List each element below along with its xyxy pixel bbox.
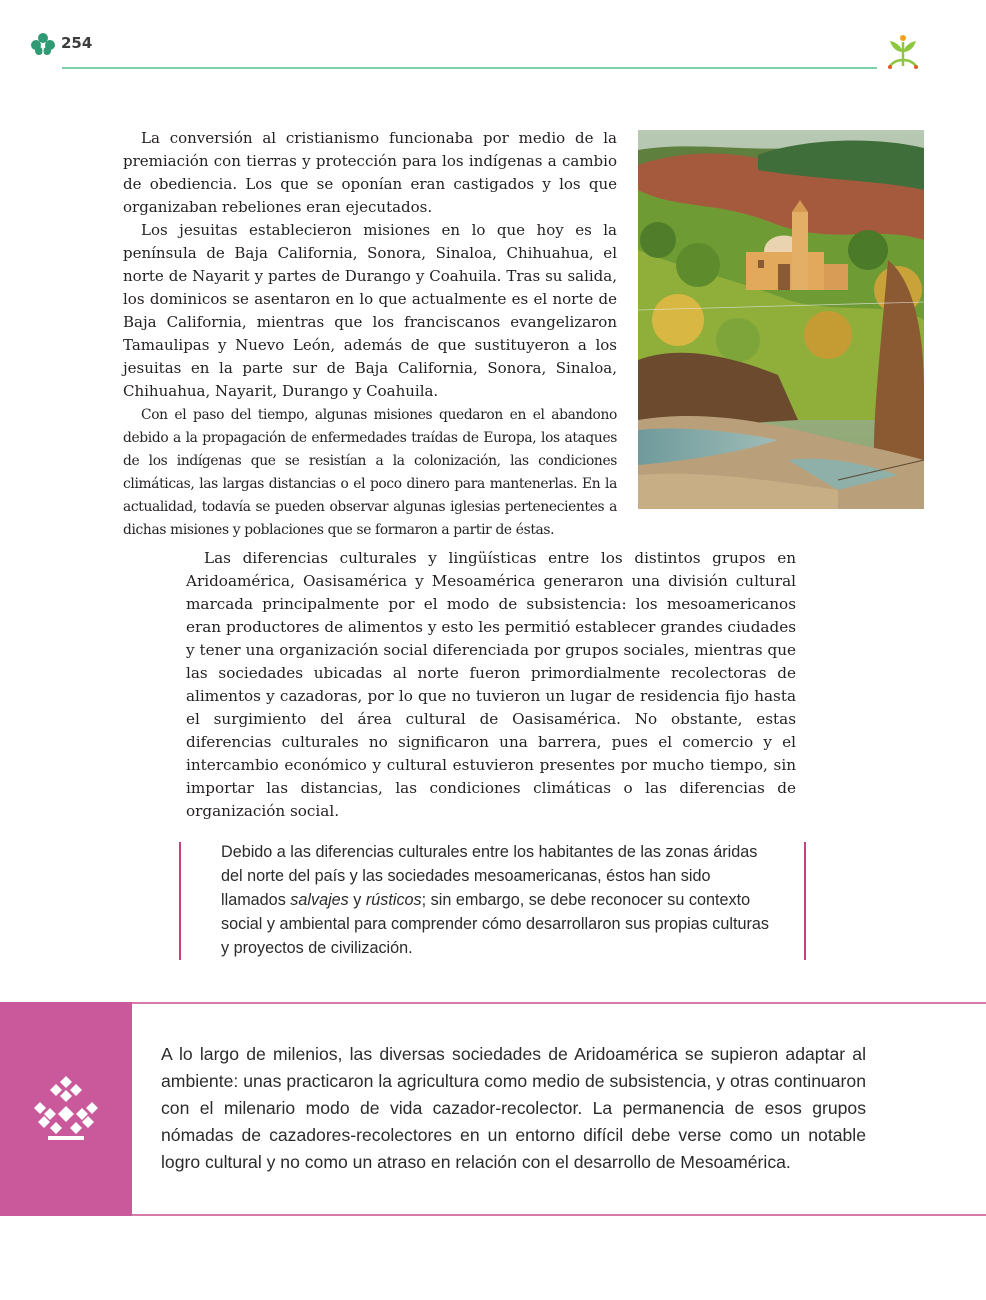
paragraph-diferencias: Las diferencias culturales y lingüísticas entre los distintos grupos en Aridoamérica, Oasisamérica y Mesoamérica generaron una división cultural marcada principalmente por el modo de subsistencia: los mesoamericanos eran productores de alimentos y esto les permitió establecer grandes ciudades y tener una organización social diferenciada por grupos sociales, mientras que las sociedades ubicadas al norte fueron primordialmente recolectoras de alimentos y cazadoras, por lo que no tuvieron un lugar de residencia fijo hasta el surgimiento del área cultural de Oasisamérica. No obstante, estas diferencias culturales no significaron una barrera, pues el comercio y el intercambio económico y cultural estuvieron presentes por mucho tiempo, sin importar las distancias, las condiciones climáticas o las diferencias de organización social. bbox=[186, 549, 796, 820]
paragraph-abandono: Con el paso del tiempo, algunas misiones quedaron en el abandono debido a la propagación de enfermedades traídas de Europa, los ataques de los indígenas que se resistían a la colonización, las condiciones climáticas, las largas distancias o el poco dinero para mantenerlas. En la actualidad, todavía se pueden observar algunas iglesias pertenecientes a dichas misiones y poblaciones que se formaron a partir de éstas. bbox=[123, 407, 617, 538]
quote-italic-rusticos: rústicos bbox=[365, 891, 422, 909]
quote-text bbox=[221, 840, 769, 960]
mission-church-photo bbox=[638, 130, 924, 509]
paragraph-conversion: La conversión al cristianismo funcionaba por medio de la premiación con tierras y protección para los indígenas a cambio de obediencia. Los que se oponían eran castigados y los que organizaban rebeliones eran ejecutados. bbox=[123, 129, 617, 216]
green-clover-icon bbox=[30, 32, 56, 56]
paragraph-jesuitas: Los jesuitas establecieron misiones en lo que hoy es la península de Baja California, Sonora, Sinaloa, Chihuahua, el norte de Nayarit y partes de Durango y Coahuila. Tras su salida, los dominicos se asentaron en lo que actualmente es el norte de Baja California, mientras que los franciscanos evangelizaron Tamaulipas y Nuevo León, además de que sustituyeron a los jesuitas en la parte sur de Baja California, Sonora, Sinaloa, Chihuahua, Nayarit, Durango y Coahuila. bbox=[123, 221, 617, 400]
quote-part-2: y bbox=[348, 891, 366, 909]
quote-italic-salvajes: salvajes bbox=[290, 891, 349, 909]
header-divider bbox=[62, 67, 877, 69]
sprout-logo-icon bbox=[884, 32, 922, 72]
page-number: 254 bbox=[61, 34, 93, 52]
callout-text: A lo largo de milenios, las diversas sociedades de Aridoamérica se supieron adaptar al ambiente: unas practicaron la agricultura como medio de subsistencia, y otras continuaron con el milenario modo de vida cazador-recolector. La permanencia de esos grupos nómadas de cazadores-recolectores en un entorno difícil debe verse como un notable logro cultural y no como un atraso en relación con el desarrollo de Mesoamérica. bbox=[161, 1044, 866, 1172]
quote-part-1: Debido a las diferencias culturales entre los habitantes de las zonas áridas del norte del país y las sociedades mesoamericanas, éstos han sido llamados bbox=[221, 843, 758, 909]
quote-right-bar bbox=[804, 842, 806, 960]
quote-part-3: ; sin embargo, se debe reconocer su contexto social y ambiental para comprender cómo desarrollaron sus propias culturas y proyectos de civilización. bbox=[221, 891, 769, 957]
quote-left-bar bbox=[179, 842, 181, 960]
white-flower-emblem-icon bbox=[30, 1072, 102, 1144]
